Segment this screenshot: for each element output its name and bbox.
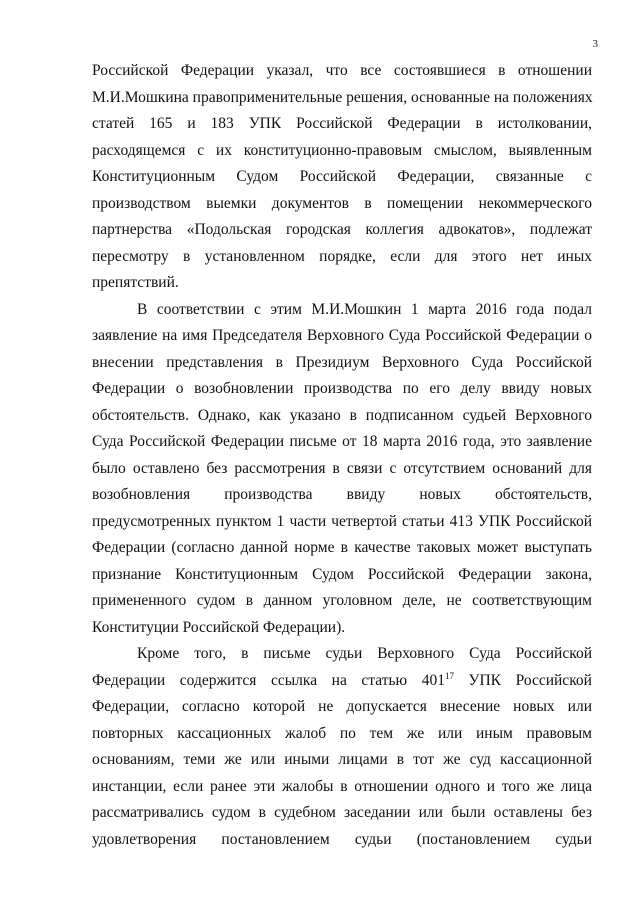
text-line: Суда Российской Федерации письме от 18 марта 2016 года, это заявление [92,433,592,450]
text-line: Федерации о возобновлении производства по его делу ввиду новых [92,380,592,397]
text-line: В соответствии с этим М.И.Мошкин 1 марта 2016 года подал [137,300,592,318]
paragraph-3 [92,641,592,853]
text-line-with-superscript [92,668,592,695]
text-line: препятствий. [92,274,179,291]
text-line: партнерства «Подольская городская коллегия адвокатов», подлежат [92,221,592,238]
text-line: удовлетворения постановлением судьи (постановлением судьи [92,830,592,848]
text-line: возобновления производства ввиду новых обстоятельств, [92,486,592,503]
text-line: Федерации (согласно данной норме в качестве таковых может выступать [92,539,592,556]
text-line: Конституции Российской Федерации). [92,618,346,636]
text-line: признание Конституционным Судом Российской Федерации закона, [92,565,592,583]
text-line: было оставлено без рассмотрения в связи с отсутствием оснований для [92,459,592,477]
paragraph-1 [92,58,592,297]
text-line: Конституционным Судом Российской Федерации, связанные с [92,168,592,185]
article-superscript: 17 [444,670,454,681]
text-line: заявление на имя Председателя Верховного Суда Российской Федерации о [92,327,592,344]
text-line: пересмотру в установленном порядке, если для этого нет иных [92,247,592,265]
line-text-suffix: УПК Российской [453,671,592,689]
document-body [92,58,592,853]
text-line: М.И.Мошкина правоприменительные решения, основанные на положениях [92,88,593,106]
text-line: Российской Федерации указал, что все состоявшиеся в отношении [92,62,592,79]
text-line: статей 165 и 183 УПК Российской Федерации в истолковании, [92,115,592,132]
text-line: внесении представления в Президиум Верховного Суда Российской [92,353,592,371]
paragraph-2 [92,297,592,642]
text-line: предусмотренных пунктом 1 части четвертой статьи 413 УПК Российской [92,512,592,530]
text-line: основаниям, теми же или иными лицами в тот же суд кассационной [92,751,592,768]
text-line: Кроме того, в письме судьи Верховного Суда Российской [137,645,592,662]
text-line: Федерации, согласно которой не допускается внесение новых или [92,698,592,715]
text-line: примененного судом в данном уголовном деле, не соответствующим [92,592,592,609]
line-text: Федерации содержится ссылка на статью 401 [92,671,445,689]
page-number: 3 [592,38,598,50]
text-line: производством выемки документов в помещении некоммерческого [92,194,592,212]
text-line: расходящемся с их конституционно-правовым смыслом, выявленным [92,141,592,159]
text-line: обстоятельств. Однако, как указано в подписанном судьей Верховного [92,406,592,424]
text-line: рассматривались судом в судебном заседании или были оставлены без [92,804,592,821]
text-line: повторных кассационных жалоб по тем же или иным правовым [92,724,592,742]
text-line: инстанции, если ранее эти жалобы в отношении одного и того же лица [92,777,592,795]
